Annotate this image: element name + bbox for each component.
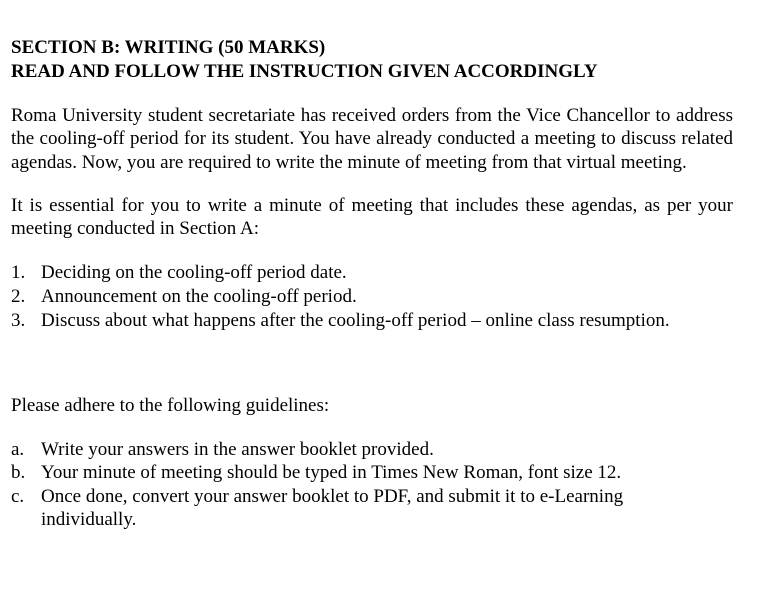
guidelines-intro: Please adhere to the following guidelines: [11, 395, 330, 417]
agenda-text: Discuss about what happens after the cooling-off period – online class resumption. [41, 309, 670, 331]
agenda-text: Deciding on the cooling-off period date. [41, 262, 347, 284]
agenda-list [11, 261, 733, 332]
requirement-paragraph: It is essential for you to write a minute of meeting that includes these agendas, as per your meeting conducted in Section A: [11, 194, 733, 240]
agenda-item [11, 309, 733, 333]
guideline-item [11, 461, 733, 485]
agenda-number: 3. [11, 309, 26, 331]
document-page [11, 36, 733, 532]
guideline-letter: b. [11, 462, 26, 484]
guideline-item [11, 438, 733, 462]
agenda-number: 2. [11, 286, 26, 308]
intro-paragraph: Roma University student secretariate has received orders from the Vice Chancellor to address the cooling-off period for its student. You have already conducted a meeting to discuss related agendas. Now, you are required to write the minute of meeting from that virtual meeting. [11, 105, 733, 173]
section-instruction: READ AND FOLLOW THE INSTRUCTION GIVEN ACCORDINGLY [11, 61, 598, 82]
agenda-item [11, 285, 733, 309]
agenda-item [11, 261, 733, 285]
guideline-text: Write your answers in the answer booklet provided. [41, 438, 434, 460]
guidelines-list [11, 438, 733, 532]
guideline-letter: a. [11, 438, 25, 460]
guideline-item [11, 485, 733, 532]
guideline-letter: c. [11, 485, 25, 507]
section-title: SECTION B: WRITING (50 MARKS) [11, 37, 326, 58]
agenda-text: Announcement on the cooling-off period. [41, 286, 357, 308]
guideline-text: Once done, convert your answer booklet to PDF, and submit it to e-Learning individually. [41, 485, 624, 531]
agenda-number: 1. [11, 262, 26, 284]
guideline-text: Your minute of meeting should be typed in Times New Roman, font size 12. [41, 462, 622, 484]
